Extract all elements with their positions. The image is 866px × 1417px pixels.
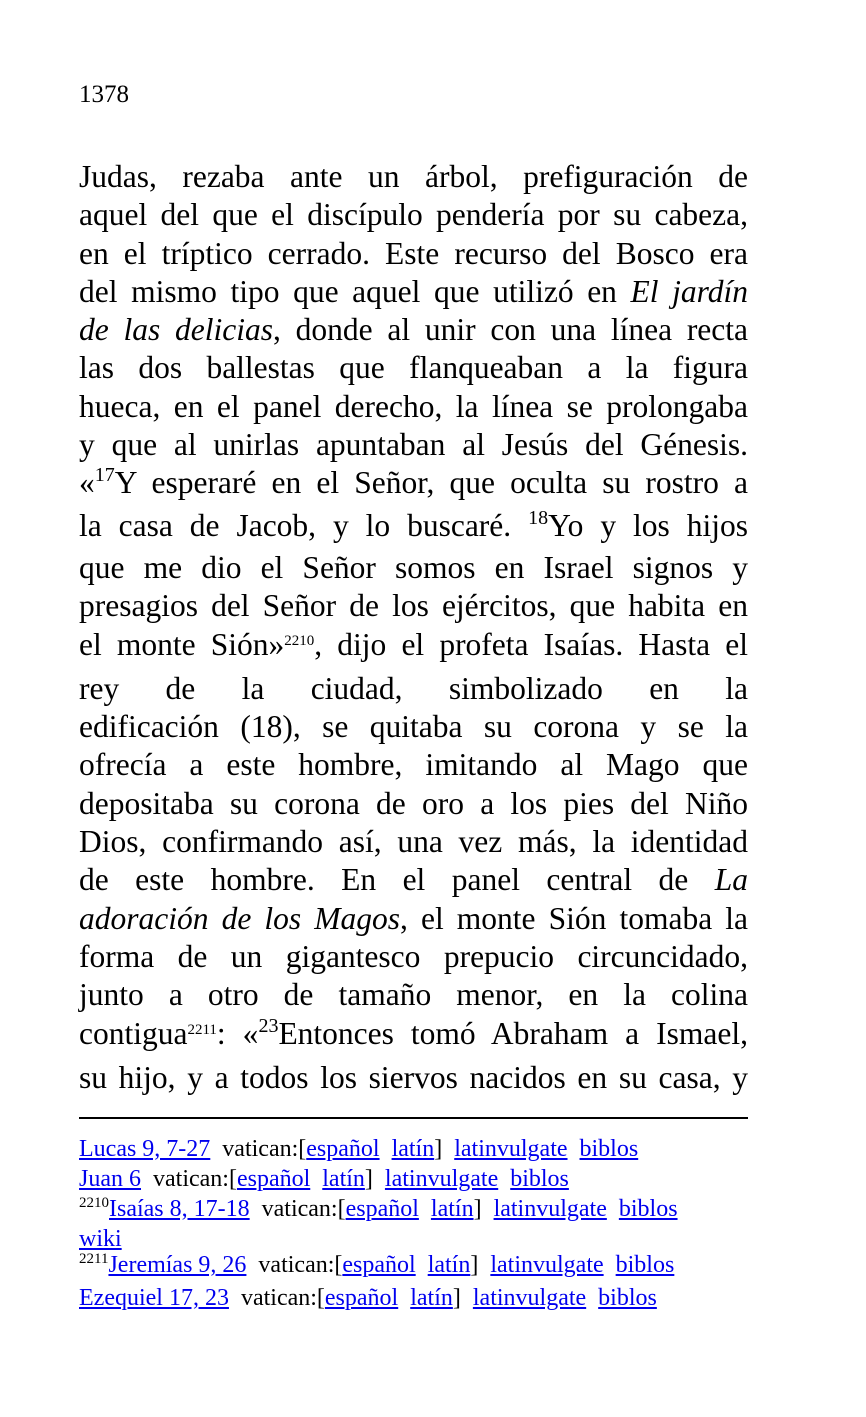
biblos-link[interactable]: biblos xyxy=(510,1165,569,1192)
latinvulgate-link[interactable]: latinvulgate xyxy=(454,1136,568,1162)
verse-number: 23 xyxy=(258,1014,279,1037)
text-line: y que al unirlas apuntaban al Jesús del Génesis. xyxy=(79,427,748,463)
footnote-line: Ezequiel 17, 23 vatican:[español latín] latinvulgate biblos xyxy=(79,1285,657,1312)
text-line: su hijo, y a todos los siervos nacidos en su casa, y xyxy=(79,1059,748,1095)
text-line: de este hombre. En el panel central de La xyxy=(79,862,748,898)
text-line: depositaba su corona de oro a los pies del Niño xyxy=(79,785,748,821)
text-line: contigua$^{2211}$: «$^{23}$Entonces tomó Abraham a Ismael, xyxy=(79,1014,748,1051)
latin-link[interactable]: latín xyxy=(322,1165,365,1192)
verse-number: 18 xyxy=(528,506,549,529)
page-number: 1378 xyxy=(79,81,129,108)
footnote-line: Lucas 9, 7-27 vatican:[español latín] latinvulgate biblos xyxy=(79,1136,639,1162)
espanol-link[interactable]: español xyxy=(345,1195,419,1222)
footnote-reference: 2211 xyxy=(187,1021,217,1038)
text-line: Dios, confirmando así, una vez más, la identidad xyxy=(79,824,748,860)
biblos-link[interactable]: biblos xyxy=(615,1252,675,1279)
text-line: Judas, rezaba ante un árbol, prefiguración de xyxy=(79,159,748,194)
artwork-title: de las delicias xyxy=(79,312,273,348)
espanol-link[interactable]: español xyxy=(324,1285,399,1312)
footnote-divider xyxy=(79,1117,748,1119)
espanol-link[interactable]: español xyxy=(306,1136,380,1162)
latinvulgate-link[interactable]: latinvulgate xyxy=(384,1165,499,1192)
biblos-link[interactable]: biblos xyxy=(618,1195,678,1222)
espanol-link[interactable]: español xyxy=(236,1165,311,1192)
footnote-line xyxy=(79,1227,748,1251)
footnotes xyxy=(79,1135,748,1314)
latin-link[interactable]: latín xyxy=(391,1136,435,1162)
scripture-link[interactable]: Isaías 8, 17-18 xyxy=(109,1195,250,1222)
text-line: en el tríptico cerrado. Este recurso del Bosco era xyxy=(79,235,748,271)
text-line: del mismo tipo que aquel que utilizó en El jardín xyxy=(79,273,748,309)
text-line: de las delicias, donde al unir con una línea recta xyxy=(79,312,749,348)
biblos-link[interactable]: biblos xyxy=(598,1285,657,1312)
latinvulgate-link[interactable]: latinvulgate xyxy=(472,1285,587,1312)
artwork-title: El jardín xyxy=(630,273,748,309)
footnote-number: 2210 xyxy=(79,1194,109,1211)
footnote-line: Juan 6 vatican:[español latín] latinvulgate biblos xyxy=(79,1165,569,1192)
latin-link[interactable]: latín xyxy=(430,1195,474,1222)
text-line: edificación (18), se quitaba su corona y se la xyxy=(79,709,748,745)
verse-number: 17 xyxy=(94,464,115,487)
footnote-line: $^{2210}$Isaías 8, 17-18 vatican:[español latín] latinvulgate biblos xyxy=(79,1194,678,1222)
text-line: rey de la ciudad, simbolizado en la xyxy=(79,670,748,706)
text-line: presagios del Señor de los ejércitos, que habita en xyxy=(79,588,748,624)
text-line: el monte Sión»$^{2210}$, dijo el profeta Isaías. Hasta el xyxy=(79,626,748,662)
footnote-reference: 2210 xyxy=(284,632,315,649)
text-line: adoración de los Magos, el monte Sión tomaba la xyxy=(79,900,749,936)
artwork-title: La xyxy=(714,862,748,898)
scripture-link[interactable]: Ezequiel 17, 23 xyxy=(79,1285,229,1312)
text-line: que me dio el Señor somos en Israel signos y xyxy=(79,549,748,585)
latin-link[interactable]: latín xyxy=(410,1285,453,1312)
text-line: hueca, en el panel derecho, la línea se prolongaba xyxy=(79,388,748,424)
espanol-link[interactable]: español xyxy=(342,1252,416,1279)
latinvulgate-link[interactable]: latinvulgate xyxy=(490,1252,604,1279)
latin-link[interactable]: latín xyxy=(427,1252,471,1279)
scripture-link[interactable]: Jeremías 9, 26 xyxy=(108,1252,247,1279)
artwork-title: adoración de los Magos xyxy=(79,900,400,936)
text-line: ofrecía a este hombre, imitando al Mago que xyxy=(79,747,748,783)
scripture-link[interactable]: Lucas 9, 7-27 xyxy=(79,1136,211,1162)
text-line: las dos ballestas que flanqueaban a la figura xyxy=(79,350,748,386)
text-line: junto a otro de tamaño menor, en la colina xyxy=(79,977,748,1013)
text-line: la casa de Jacob, y lo buscaré. $^{18}$Yo y los hijos xyxy=(79,506,748,543)
scripture-link[interactable]: Juan 6 xyxy=(79,1165,141,1192)
text-line: forma de un gigantesco prepucio circuncidado, xyxy=(79,938,748,974)
footnote-number: 2211 xyxy=(79,1251,109,1268)
footnote-line: $^{2211}$Jeremías 9, 26 vatican:[español latín] latinvulgate biblos xyxy=(79,1251,675,1279)
wiki-link[interactable]: wiki xyxy=(79,1226,122,1253)
text-line: aquel del que el discípulo pendería por su cabeza, xyxy=(79,197,748,233)
latinvulgate-link[interactable]: latinvulgate xyxy=(493,1195,607,1222)
body-text xyxy=(79,158,748,1097)
biblos-link[interactable]: biblos xyxy=(579,1136,639,1162)
text-line: «$^{17}$Y esperaré en el Señor, que oculta su rostro a xyxy=(79,464,748,501)
